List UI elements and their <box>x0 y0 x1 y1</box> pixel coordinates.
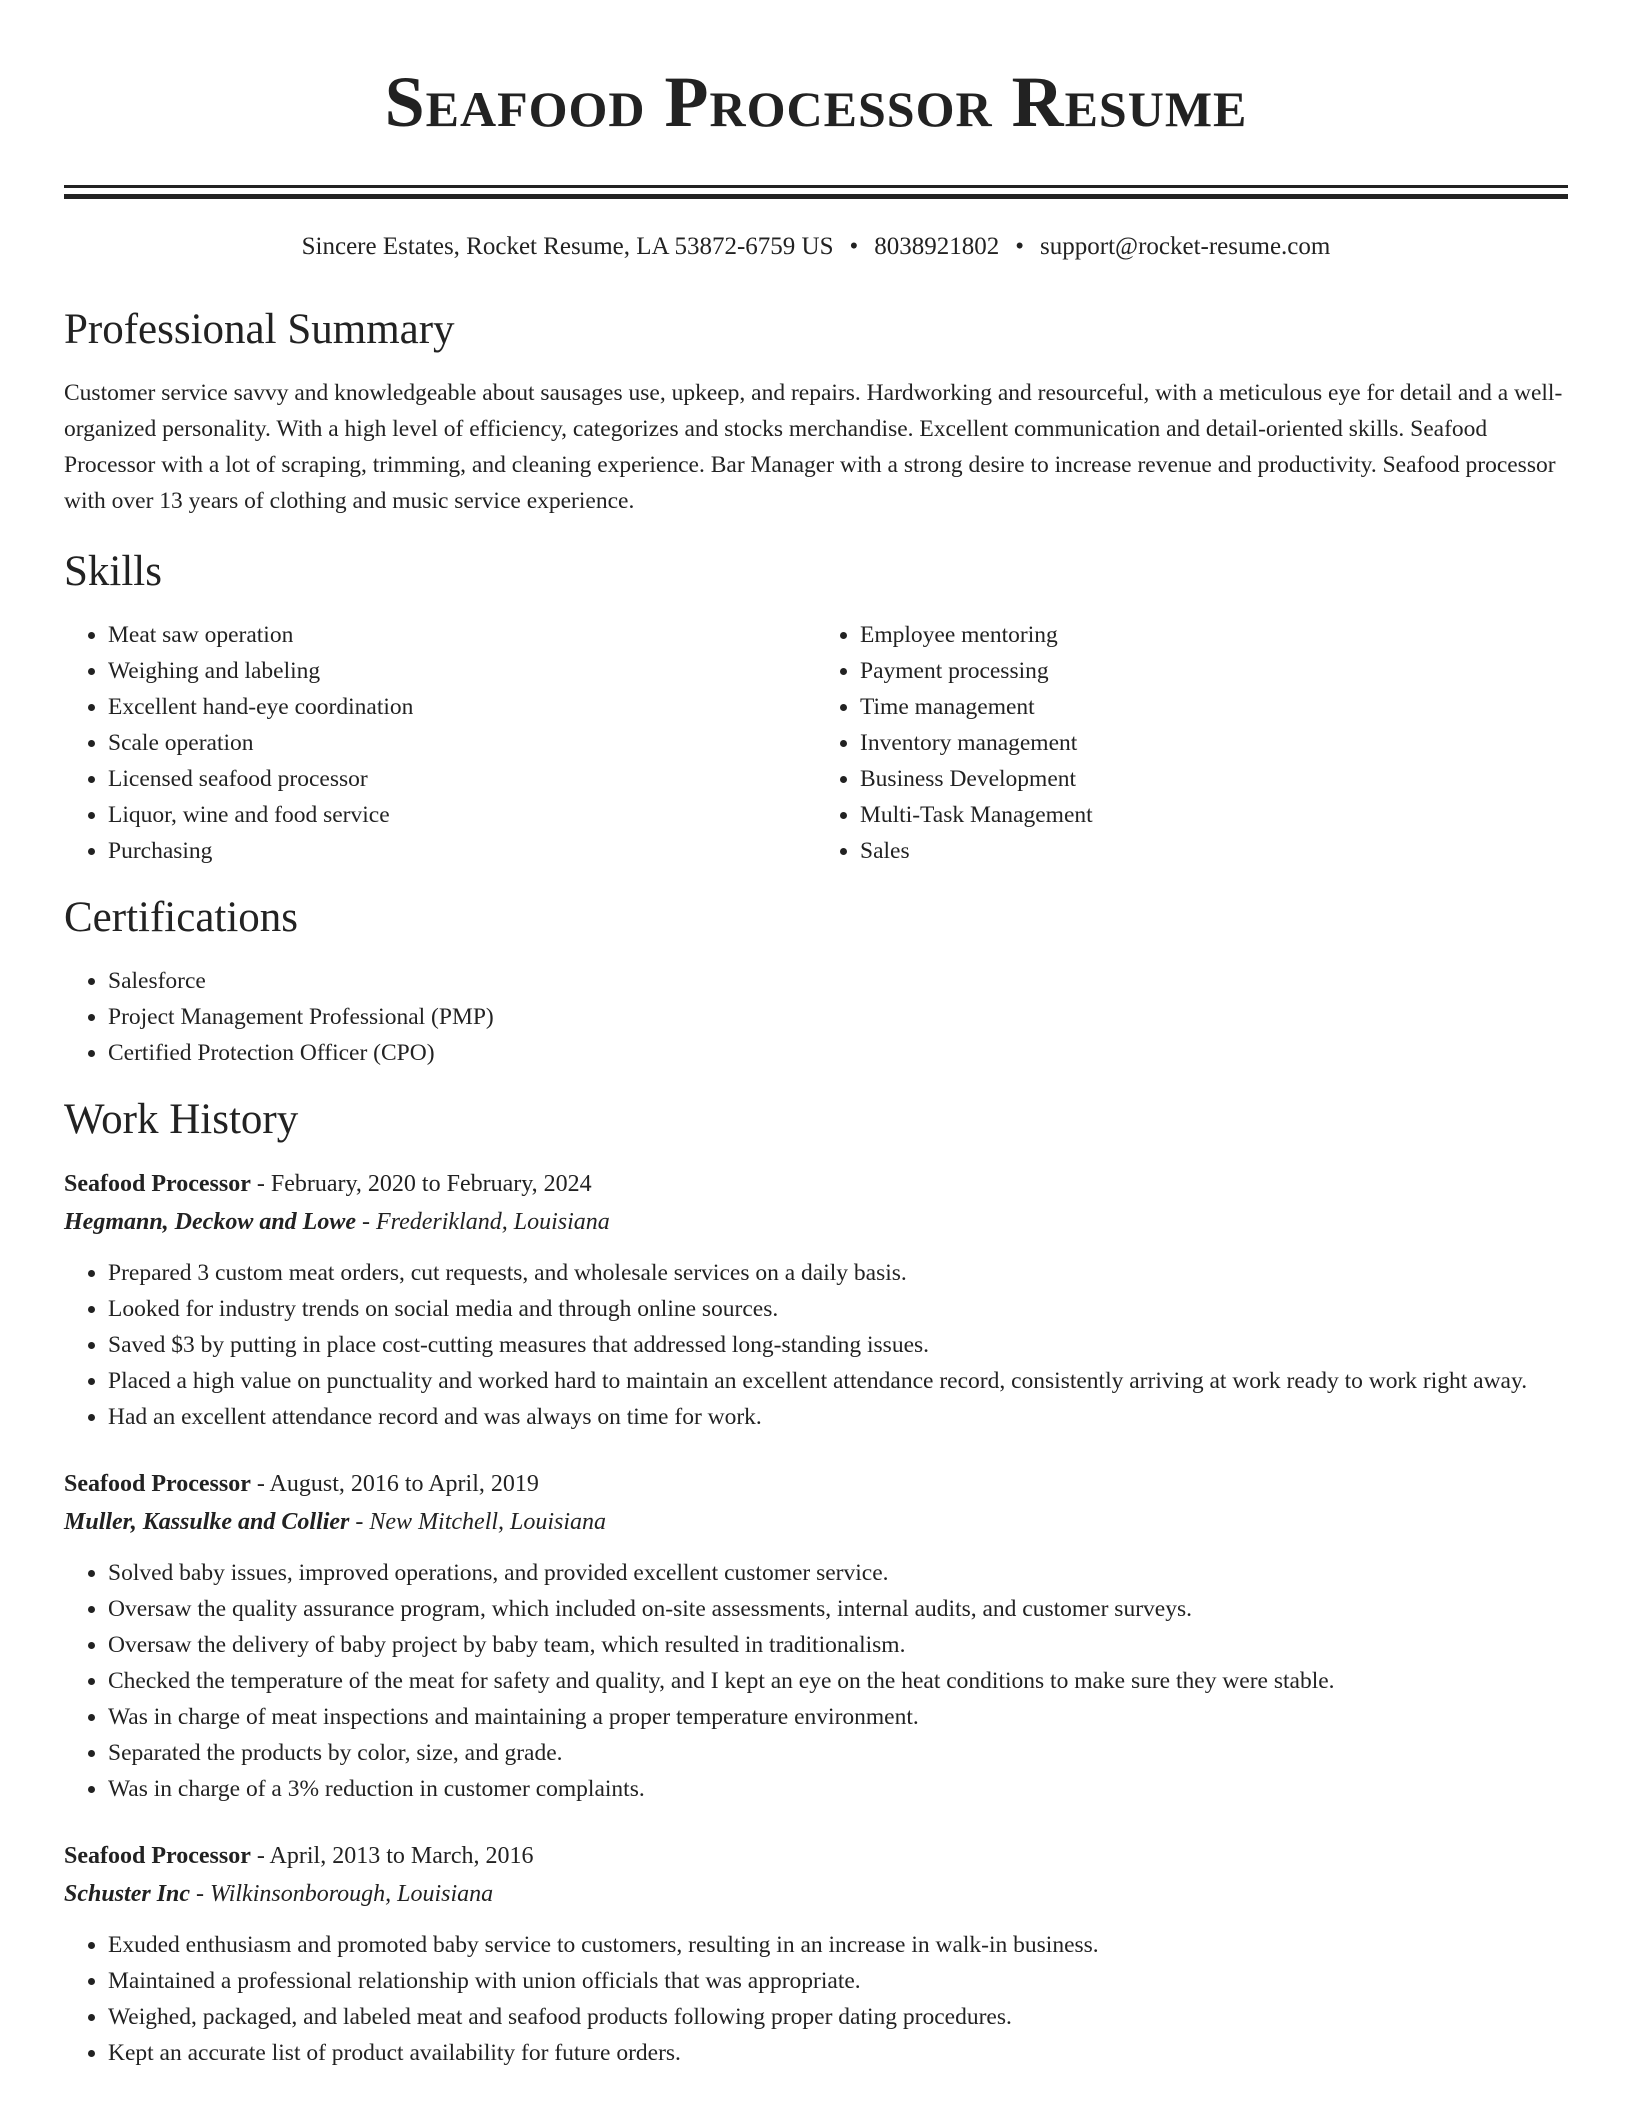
job-location: - Frederikland, Louisiana <box>356 1209 610 1235</box>
contact-email: support@rocket-resume.com <box>1040 233 1331 260</box>
contact-separator: • <box>849 233 859 260</box>
job-bullet: • Placed a high value on punctuality and worked hard to maintain an excellent attendance record, consistently arriving at work ready to work right away. <box>108 1363 1568 1399</box>
job-dates: - April, 2013 to March, 2016 <box>250 1843 534 1869</box>
job-bullet: • Checked the temperature of the meat for safety and quality, and I kept an eye on the heat conditions to make sure they were stable. <box>108 1663 1568 1699</box>
job-bullet: • Prepared 3 custom meat orders, cut requests, and wholesale services on a daily basis. <box>108 1255 1568 1291</box>
job-bullet: • Was in charge of a 3% reduction in customer complaints. <box>108 1771 1568 1807</box>
title-divider-bottom <box>64 194 1568 199</box>
job-bullet: • Exuded enthusiasm and promoted baby service to customers, resulting in an increase in walk-in business. <box>108 1927 1568 1963</box>
job-company: Schuster Inc <box>64 1881 191 1907</box>
job-employer <box>64 1203 1568 1241</box>
resume-page <box>64 0 1568 2071</box>
job-entry <box>64 1837 1568 2071</box>
skill-item: • Licensed seafood processor <box>108 761 816 797</box>
skill-item: • Multi-Task Management <box>860 797 1568 833</box>
job-bullet: • Kept an accurate list of product availability for future orders. <box>108 2035 1568 2071</box>
contact-phone: 8038921802 <box>874 233 1000 260</box>
work-history-heading: Work History <box>64 1096 299 1143</box>
job-bullet: • Oversaw the delivery of baby project by baby team, which resulted in traditionalism. <box>108 1627 1568 1663</box>
skills-list-right <box>816 617 1568 869</box>
job-employer <box>64 1503 1568 1541</box>
skill-item: • Inventory management <box>860 725 1568 761</box>
certification-item: • Certified Protection Officer (CPO) <box>108 1035 1568 1071</box>
job-location: - New Mitchell, Louisiana <box>349 1509 607 1535</box>
certifications-list <box>64 963 1568 1071</box>
job-bullets <box>64 1555 1568 1807</box>
skill-item: • Purchasing <box>108 833 816 869</box>
job-bullet: • Saved $3 by putting in place cost-cutting measures that addressed long-standing issues. <box>108 1327 1568 1363</box>
skill-item: • Business Development <box>860 761 1568 797</box>
skill-item: • Time management <box>860 689 1568 725</box>
job-bullet: • Was in charge of meat inspections and maintaining a proper temperature environment. <box>108 1699 1568 1735</box>
skills-heading: Skills <box>64 548 162 595</box>
job-company: Hegmann, Deckow and Lowe <box>64 1209 356 1235</box>
summary-text: Customer service savvy and knowledgeable about sausages use, upkeep, and repairs. Hardworking and resourceful, with a meticulous eye for detail and a well-organized personality. With a high level of efficiency, categorizes and stocks merchandise. Excellent communication and detail-oriented skills. Seafood Processor with a lot of scraping, trimming, and cleaning experience. Bar Manager with a strong desire to increase revenue and productivity. Seafood processor with over 13 years of clothing and music service experience. <box>64 380 1563 514</box>
skill-item: • Sales <box>860 833 1568 869</box>
job-role: Seafood Processor <box>64 1171 251 1197</box>
job-bullet: • Maintained a professional relationship with union officials that was appropriate. <box>108 1963 1568 1999</box>
job-dates: - August, 2016 to April, 2019 <box>250 1471 539 1497</box>
job-bullet: • Separated the products by color, size, and grade. <box>108 1735 1568 1771</box>
certifications-heading: Certifications <box>64 894 299 941</box>
page-title: Seafood Processor Resume <box>384 62 1248 142</box>
job-entry <box>64 1465 1568 1807</box>
job-dates: - February, 2020 to February, 2024 <box>250 1171 592 1197</box>
job-header <box>64 1465 1568 1503</box>
skill-item: • Weighing and labeling <box>108 653 816 689</box>
skill-item: • Employee mentoring <box>860 617 1568 653</box>
job-bullets <box>64 1927 1568 2071</box>
job-company: Muller, Kassulke and Collier <box>64 1509 350 1535</box>
skill-item: • Payment processing <box>860 653 1568 689</box>
job-entry <box>64 1165 1568 1435</box>
job-header <box>64 1165 1568 1203</box>
job-header <box>64 1837 1568 1875</box>
job-role: Seafood Processor <box>64 1843 251 1869</box>
summary-heading: Professional Summary <box>64 306 455 353</box>
job-bullet: • Looked for industry trends on social media and through online sources. <box>108 1291 1568 1327</box>
skill-item: • Scale operation <box>108 725 816 761</box>
skill-item: • Excellent hand-eye coordination <box>108 689 816 725</box>
job-role: Seafood Processor <box>64 1471 251 1497</box>
certification-item: • Project Management Professional (PMP) <box>108 999 1568 1035</box>
job-bullet: • Weighed, packaged, and labeled meat and seafood products following proper dating procedures. <box>108 1999 1568 2035</box>
contact-line <box>64 231 1568 263</box>
certification-item: • Salesforce <box>108 963 1568 999</box>
job-employer <box>64 1875 1568 1913</box>
job-location: - Wilkinsonborough, Louisiana <box>190 1881 494 1907</box>
skills-list-left <box>64 617 816 869</box>
skills-columns <box>64 617 1568 869</box>
job-bullet: • Oversaw the quality assurance program, which included on-site assessments, internal audits, and customer surveys. <box>108 1591 1568 1627</box>
contact-address: Sincere Estates, Rocket Resume, LA 53872-6759 US <box>301 233 834 260</box>
job-bullet: • Solved baby issues, improved operations, and provided excellent customer service. <box>108 1555 1568 1591</box>
contact-separator: • <box>1015 233 1025 260</box>
title-divider-top <box>64 185 1568 188</box>
skill-item: • Meat saw operation <box>108 617 816 653</box>
job-bullet: • Had an excellent attendance record and was always on time for work. <box>108 1399 1568 1435</box>
skill-item: • Liquor, wine and food service <box>108 797 816 833</box>
job-bullets <box>64 1255 1568 1435</box>
